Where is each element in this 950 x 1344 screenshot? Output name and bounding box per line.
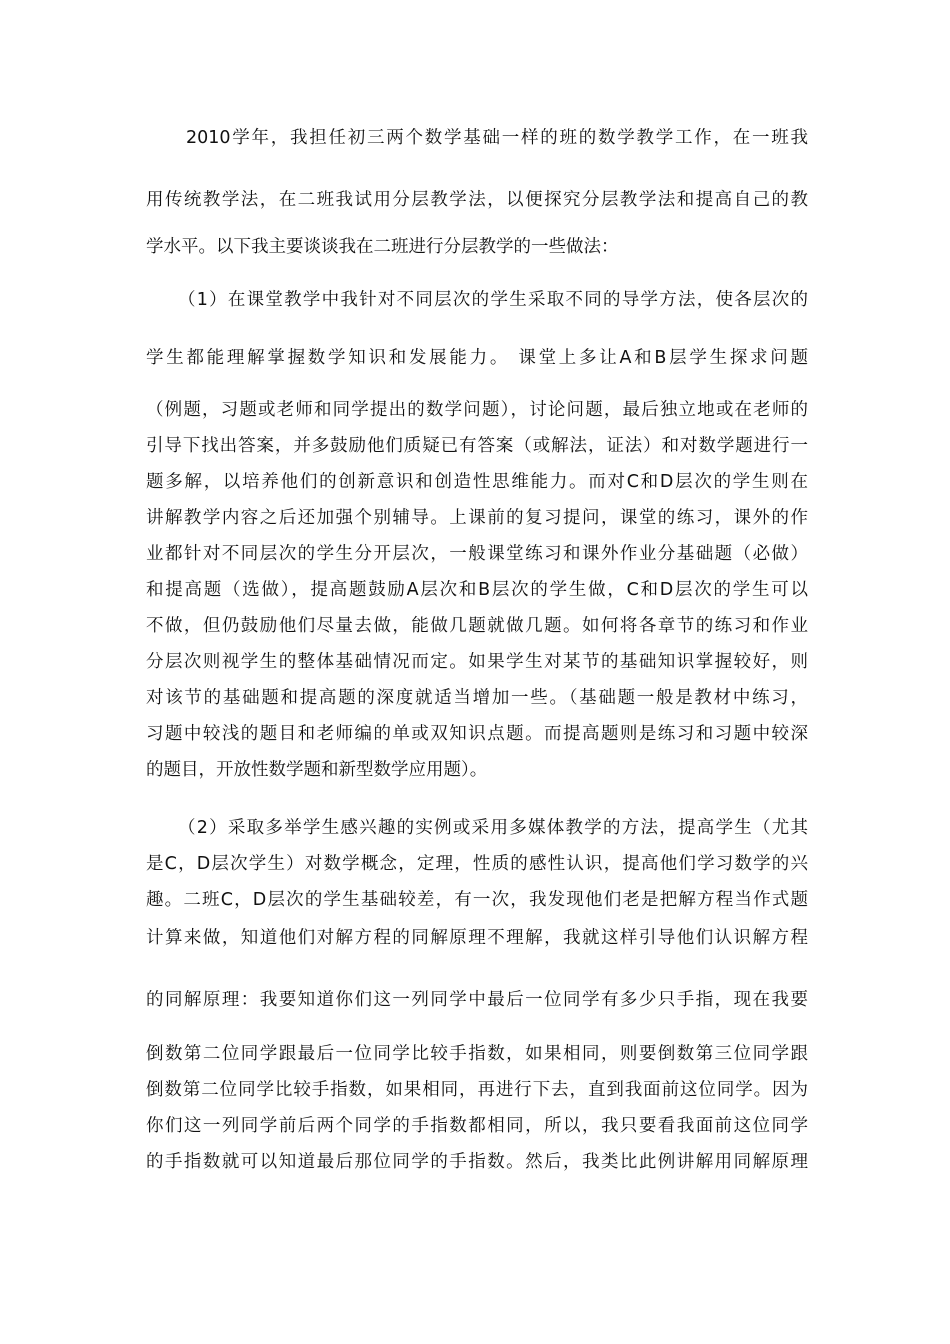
paragraph-2-line-3: （例题，习题或老师和同学提出的数学问题），讨论问题，最后独立地或在老师的	[146, 400, 808, 420]
paragraph-3-line-8: 你们这一列同学前后两个同学的手指数都相同，所以，我只要看我面前这位同学	[146, 1116, 808, 1136]
paragraph-2-line-10: 分层次则视学生的整体基础情况而定。如果学生对某节的基础知识掌握较好，则	[146, 652, 808, 672]
paragraph-2-line-13: 的题目，开放性数学题和新型数学应用题）。	[146, 760, 488, 780]
paragraph-1-line-1: 2010学年，我担任初三两个数学基础一样的班的数学教学工作，在一班我	[186, 128, 808, 148]
paragraph-3-line-7: 倒数第二位同学比较手指数，如果相同，再进行下去，直到我面前这位同学。因为	[146, 1080, 808, 1100]
paragraph-2-line-2: 学生都能理解掌握数学知识和发展能力。 课堂上多让A和B层学生探求问题	[146, 348, 808, 368]
paragraph-3-line-2: 是C，D层次学生）对数学概念，定理，性质的感性认识，提高他们学习数学的兴	[146, 854, 808, 874]
paragraph-3-line-4: 计算来做，知道他们对解方程的同解原理不理解，我就这样引导他们认识解方程	[146, 928, 808, 948]
paragraph-3-line-6: 倒数第二位同学跟最后一位同学比较手指数，如果相同，则要倒数第三位同学跟	[146, 1044, 808, 1064]
paragraph-2-line-5: 题多解，以培养他们的创新意识和创造性思维能力。而对C和D层次的学生则在	[146, 472, 808, 492]
paragraph-3-line-3: 趣。二班C，D层次的学生基础较差，有一次，我发现他们老是把解方程当作式题	[146, 890, 808, 910]
paragraph-3-line-5: 的同解原理：我要知道你们这一列同学中最后一位同学有多少只手指，现在我要	[146, 990, 808, 1010]
paragraph-2-line-9: 不做，但仍鼓励他们尽量去做，能做几题就做几题。如何将各章节的练习和作业	[146, 616, 808, 636]
paragraph-2-line-4: 引导下找出答案，并多鼓励他们质疑已有答案（或解法，证法）和对数学题进行一	[146, 436, 808, 456]
paragraph-2-line-8: 和提高题（选做），提高题鼓励A层次和B层次的学生做，C和D层次的学生可以	[146, 580, 808, 600]
paragraph-2-line-1: （1）在课堂教学中我针对不同层次的学生采取不同的导学方法，使各层次的	[178, 290, 808, 310]
paragraph-1-line-2: 用传统教学法，在二班我试用分层教学法，以便探究分层教学法和提高自己的教	[146, 190, 808, 210]
paragraph-2-line-11: 对该节的基础题和提高题的深度就适当增加一些。（基础题一般是教材中练习，	[146, 688, 808, 708]
paragraph-2-line-6: 讲解教学内容之后还加强个别辅导。上课前的复习提问，课堂的练习，课外的作	[146, 508, 808, 528]
paragraph-1-line-3: 学水平。以下我主要谈谈我在二班进行分层教学的一些做法：	[146, 237, 619, 257]
paragraph-2-line-12: 习题中较浅的题目和老师编的单或双知识点题。而提高题则是练习和习题中较深	[146, 724, 808, 744]
paragraph-3-line-9: 的手指数就可以知道最后那位同学的手指数。然后，我类比此例讲解用同解原理	[146, 1152, 808, 1172]
paragraph-3-line-1: （2）采取多举学生感兴趣的实例或采用多媒体教学的方法，提高学生（尤其	[178, 818, 808, 838]
paragraph-2-line-7: 业都针对不同层次的学生分开层次，一般课堂练习和课外作业分基础题（必做）	[146, 544, 808, 564]
